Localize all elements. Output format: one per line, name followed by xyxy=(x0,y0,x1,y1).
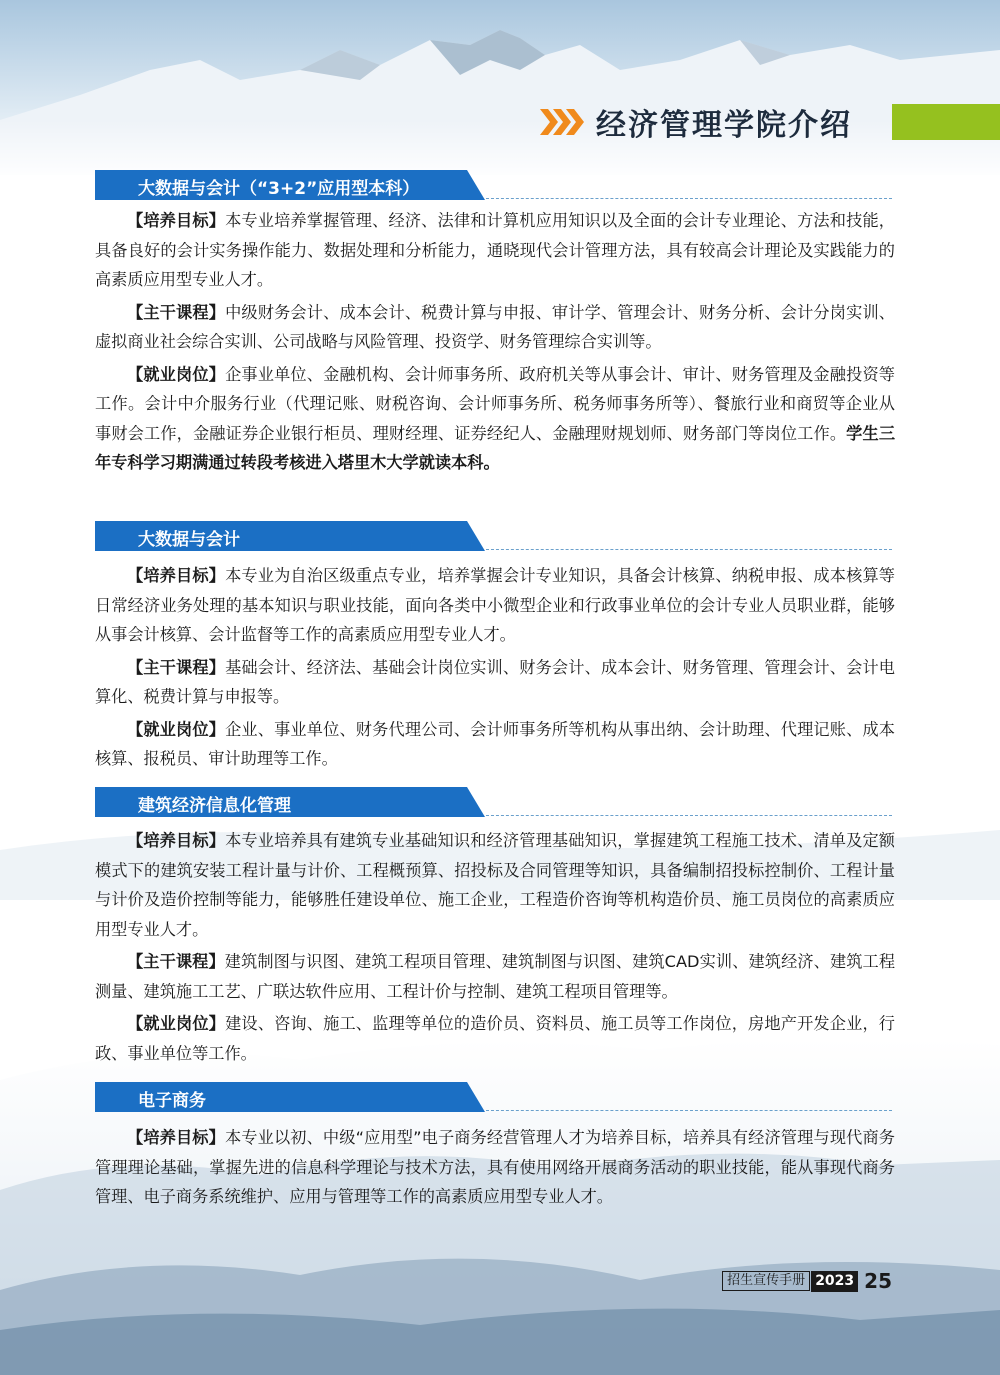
section-title: 大数据与会计 xyxy=(138,530,240,550)
brochure-label: 招生宣传手册 xyxy=(722,1271,810,1291)
section-title: 建筑经济信息化管理 xyxy=(138,796,291,816)
training-goal: 【培养目标】本专业培养掌握管理、经济、法律和计算机应用知识以及全面的会计专业理论、方法和技能，具备良好的会计实务操作能力、数据处理和分析能力，通晓现代会计管理方法，具有较高会计理论及实践能力的高素质应用型专业人才。 xyxy=(95,211,895,289)
employment-positions: 【就业岗位】建设、咨询、施工、监理等单位的造价员、资料员、施工员等工作岗位，房地产开发企业，行政、事业单位等工作。 xyxy=(95,1014,895,1063)
section-title: 电子商务 xyxy=(138,1091,206,1111)
section-bigdata-accounting xyxy=(0,521,1000,774)
section-divider xyxy=(486,1110,892,1111)
transfer-note: 学生三年专科学习期满通过转段考核进入塔里木大学就读本科。 xyxy=(95,423,896,472)
training-goal: 【培养目标】本专业为自治区级重点专业，培养掌握会计专业知识，具备会计核算、纳税申报、成本核算等日常经济业务处理的基本知识与职业技能，面向各类中小微型企业和行政事业单位的会计专业人员职业群，能够从事会计核算、会计监督等工作的高素质应用型专业人才。 xyxy=(95,566,895,644)
section-divider xyxy=(486,815,892,816)
section-divider xyxy=(486,198,892,199)
core-courses: 【主干课程】中级财务会计、成本会计、税费计算与申报、审计学、管理会计、财务分析、会计分岗实训、虚拟商业社会综合实训、公司战略与风险管理、投资学、财务管理综合实训等。 xyxy=(95,302,895,351)
page-footer xyxy=(722,1270,892,1292)
section-title: 大数据与会计（“3+2”应用型本科） xyxy=(138,179,420,199)
section-bigdata-accounting-3plus2 xyxy=(0,170,1000,478)
section-divider xyxy=(486,549,892,550)
year-badge: 2023 xyxy=(811,1271,858,1292)
header-accent-bar xyxy=(892,104,1000,140)
section-ecommerce xyxy=(0,1082,1000,1212)
training-goal: 【培养目标】本专业以初、中级“应用型”电子商务经营管理人才为培养目标，培养具有经济管理与现代商务管理理论基础，掌握先进的信息科学理论与技术方法，具有使用网络开展商务活动的职业技能，能从事现代商务管理、电子商务系统维护、应用与管理等工作的高素质应用型专业人才。 xyxy=(95,1128,895,1206)
core-courses: 【主干课程】基础会计、经济法、基础会计岗位实训、财务会计、成本会计、财务管理、管理会计、会计电算化、税费计算与申报等。 xyxy=(95,657,895,706)
page-header xyxy=(540,98,852,146)
page-title: 经济管理学院介绍 xyxy=(596,108,852,143)
core-courses: 【主干课程】建筑制图与识图、建筑工程项目管理、建筑制图与识图、建筑CAD实训、建筑经济、建筑工程测量、建筑施工工艺、广联达软件应用、工程计价与控制、建筑工程项目管理等。 xyxy=(95,952,896,1001)
chevrons-icon xyxy=(540,107,586,137)
employment-positions: 【就业岗位】企业、事业单位、财务代理公司、会计师事务所等机构从事出纳、会计助理、代理记账、成本核算、报税员、审计助理等工作。 xyxy=(95,719,895,768)
training-goal: 【培养目标】本专业培养具有建筑专业基础知识和经济管理基础知识，掌握建筑工程施工技术、清单及定额模式下的建筑安装工程计量与计价、工程概预算、招投标及合同管理等知识，具备编制招投标控制价、工程计量与计价及造价控制等能力，能够胜任建设单位、施工企业，工程造价咨询等机构造价员、施工员岗位的高素质应用型专业人才。 xyxy=(95,831,895,939)
section-construction-economics xyxy=(0,787,1000,1068)
page-number: 25 xyxy=(864,1269,892,1293)
employment-positions: 【就业岗位】企事业单位、金融机构、会计师事务所、政府机关等从事会计、审计、财务管理及金融投资等工作。会计中介服务行业（代理记账、财税咨询、会计师事务所、税务师事务所等）、餐旅行业和商贸等企业从事财会工作，金融证券企业银行柜员、理财经理、证券经纪人、金融理财规划师、财务部门等岗位工作。学生三年专科学习期满通过转段考核进入塔里木大学就读本科。 xyxy=(95,364,896,472)
